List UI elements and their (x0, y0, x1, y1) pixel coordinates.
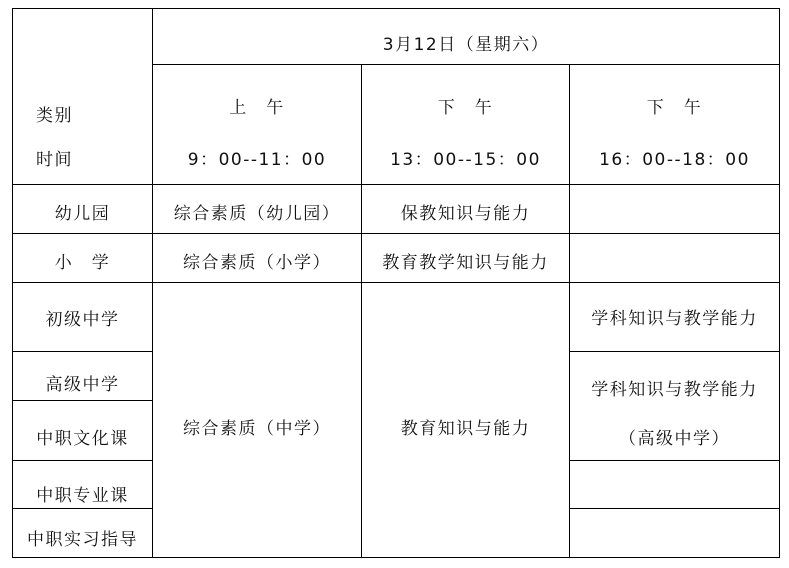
primary-morning-subject: 综合素质（小学） (183, 252, 331, 273)
header-date: 3月12日（星期六） (382, 34, 550, 55)
primary-afternoon-2-subject (570, 244, 779, 282)
session-time-afternoon-1: 13：00--15：00 (390, 149, 541, 170)
category-vocational-practice: 中职实习指导 (27, 529, 138, 550)
grid-line-primary (12, 282, 780, 283)
kindergarten-afternoon-2-subject (570, 195, 779, 233)
grid-line-vocational-culture-right (569, 460, 780, 461)
session-time-morning: 9：00--11：00 (187, 149, 327, 170)
grid-line-junior-left (12, 351, 152, 352)
session-time-afternoon-2: 16：00--18：00 (599, 149, 750, 170)
table-border-top (12, 8, 780, 9)
category-junior-middle: 初级中学 (45, 309, 120, 330)
senior-middle-afternoon-2-subject: 学科知识与教学能力 (591, 379, 758, 400)
category-vocational-culture: 中职文化课 (36, 428, 129, 449)
session-period-afternoon-1: 下 午 (437, 97, 494, 118)
grid-line-vocational-professional-right (569, 508, 780, 509)
session-period-afternoon-2: 下 午 (646, 97, 703, 118)
header-time-label: 时间 (36, 149, 73, 170)
senior-middle-afternoon-2-note: （高级中学） (619, 428, 730, 449)
session-period-morning: 上 午 (229, 97, 285, 118)
vocational-professional-afternoon-2-subject (570, 468, 779, 508)
category-senior-middle: 高级中学 (45, 374, 120, 395)
kindergarten-morning-subject: 综合素质（幼儿园） (173, 203, 341, 224)
grid-line-vocational-culture-left (12, 460, 152, 461)
grid-line-morning (361, 64, 362, 558)
grid-line-junior-right (569, 351, 780, 352)
category-vocational-professional: 中职专业课 (36, 485, 129, 506)
primary-afternoon-1-subject: 教育教学知识与能力 (382, 252, 549, 273)
header-category-label: 类别 (36, 105, 73, 126)
junior-middle-afternoon-2-subject: 学科知识与教学能力 (591, 308, 758, 329)
middle-morning-subject: 综合素质（中学） (183, 418, 331, 439)
table-border-bottom (12, 557, 780, 558)
exam-schedule-table (12, 8, 780, 558)
grid-line-header (12, 184, 780, 185)
category-kindergarten: 幼儿园 (54, 203, 111, 224)
table-border-right (779, 8, 780, 558)
middle-afternoon-1-subject: 教育知识与能力 (400, 418, 531, 439)
category-primary: 小 学 (54, 252, 111, 273)
grid-line-kindergarten (12, 233, 780, 234)
vocational-practice-afternoon-2-subject (570, 517, 779, 557)
kindergarten-afternoon-1-subject: 保教知识与能力 (400, 203, 531, 224)
